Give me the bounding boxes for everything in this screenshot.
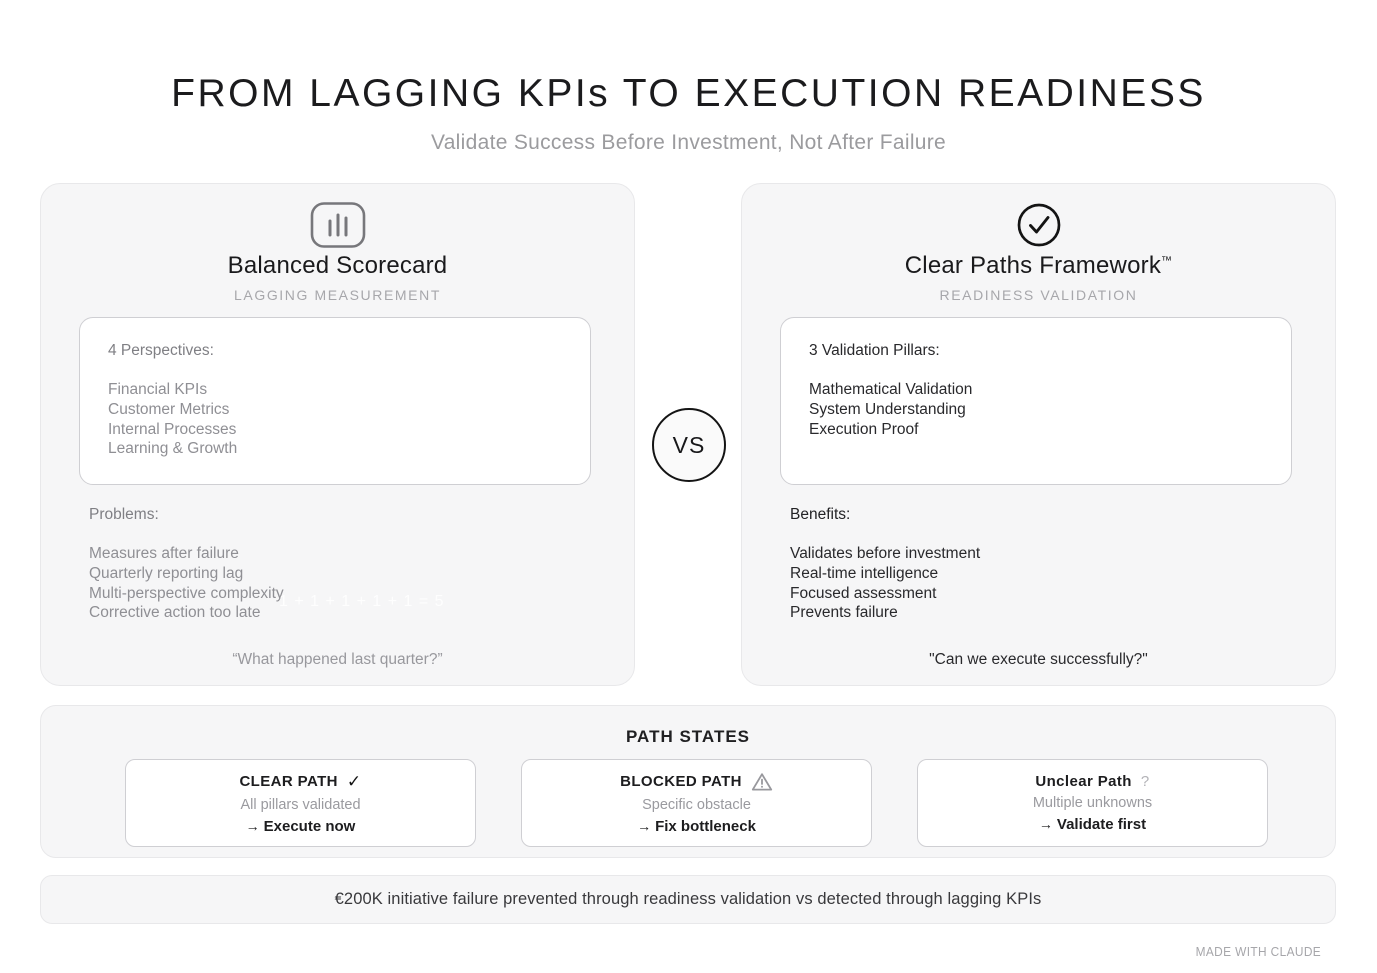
blocked-path-card <box>521 759 872 847</box>
benefits-heading: Benefits: <box>790 506 851 523</box>
pillar-item: Execution Proof <box>809 420 919 438</box>
perspective-item: Internal Processes <box>108 420 237 438</box>
vs-badge: VS <box>652 408 726 482</box>
problem-item: Corrective action too late <box>89 604 261 622</box>
benefit-item: Prevents failure <box>790 604 898 622</box>
warning-icon <box>751 772 773 792</box>
arrow-icon: → <box>245 817 260 834</box>
clear-path-action <box>246 818 356 835</box>
unclear-path-label: Unclear Path <box>1035 773 1132 790</box>
unclear-path-label-row <box>1035 773 1149 790</box>
clear-path-action-label: Execute now <box>263 817 356 835</box>
benefit-item: Real-time intelligence <box>790 564 939 582</box>
blocked-path-description: Specific obstacle <box>642 796 751 813</box>
bar-chart-icon <box>310 202 366 248</box>
blocked-path-label: BLOCKED PATH <box>620 773 742 790</box>
arrow-icon: → <box>637 817 652 834</box>
pillar-item: System Understanding <box>809 400 966 418</box>
right-panel-subtitle: READINESS VALIDATION <box>939 287 1138 303</box>
arrow-icon: → <box>1038 816 1053 832</box>
outcome-banner: €200K initiative failure prevented through readiness validation vs detected through lagging KPIs <box>40 875 1336 924</box>
unclear-path-card <box>917 759 1268 847</box>
problems-block <box>89 506 284 623</box>
check-icon: ✓ <box>346 771 362 791</box>
clear-path-label-row <box>239 772 361 792</box>
clear-path-label: CLEAR PATH <box>239 773 338 790</box>
clear-paths-framework-panel <box>741 183 1336 686</box>
unclear-path-action-label: Validate first <box>1056 816 1147 833</box>
unclear-path-action <box>1039 816 1146 833</box>
perspectives-heading: 4 Perspectives: <box>108 342 214 359</box>
page-title: FROM LAGGING KPIs TO EXECUTION READINESS <box>171 72 1206 115</box>
perspective-item: Financial KPIs <box>108 381 208 398</box>
blocked-path-action <box>637 818 756 835</box>
clear-path-card <box>125 759 476 847</box>
trademark-symbol: ™ <box>1161 255 1173 267</box>
blocked-path-action-label: Fix bottleneck <box>655 817 756 835</box>
unclear-path-description: Multiple unknowns <box>1032 795 1153 811</box>
benefit-item: Validates before investment <box>790 545 981 562</box>
pillars-heading: 3 Validation Pillars: <box>809 342 940 359</box>
problem-item: Multi-perspective complexity <box>89 584 284 602</box>
path-states-section <box>40 705 1336 858</box>
clear-path-description: All pillars validated <box>240 796 361 813</box>
blocked-path-label-row <box>620 772 773 792</box>
perspective-item: Learning & Growth <box>108 440 238 458</box>
left-panel-title: Balanced Scorecard <box>227 252 448 279</box>
perspective-item: Customer Metrics <box>108 400 230 418</box>
problem-item: Measures after failure <box>89 545 239 562</box>
path-states-title: PATH STATES <box>625 727 750 746</box>
ghost-formula-watermark: 1 + 1 + 1 + 1 + 1 = 5 <box>279 593 445 610</box>
right-panel-title <box>742 252 1335 280</box>
right-panel-quote: "Can we execute successfully?" <box>929 651 1148 668</box>
benefit-item: Focused assessment <box>790 584 937 602</box>
question-icon: ? <box>1140 773 1150 790</box>
pillars-card <box>780 317 1292 485</box>
problems-heading: Problems: <box>89 506 159 523</box>
check-circle-icon <box>1016 202 1062 248</box>
perspectives-card <box>79 317 591 485</box>
left-panel-subtitle: LAGGING MEASUREMENT <box>234 287 441 303</box>
page-subtitle: Validate Success Before Investment, Not After Failure <box>430 131 947 154</box>
pillar-item: Mathematical Validation <box>809 381 973 398</box>
balanced-scorecard-panel <box>40 183 635 686</box>
problem-item: Quarterly reporting lag <box>89 564 244 582</box>
left-panel-quote: “What happened last quarter?” <box>232 651 443 668</box>
right-panel-title-text: Clear Paths Framework <box>904 252 1162 279</box>
benefits-block <box>790 506 980 623</box>
made-with-claude-credit: MADE WITH CLAUDE <box>1195 945 1321 959</box>
